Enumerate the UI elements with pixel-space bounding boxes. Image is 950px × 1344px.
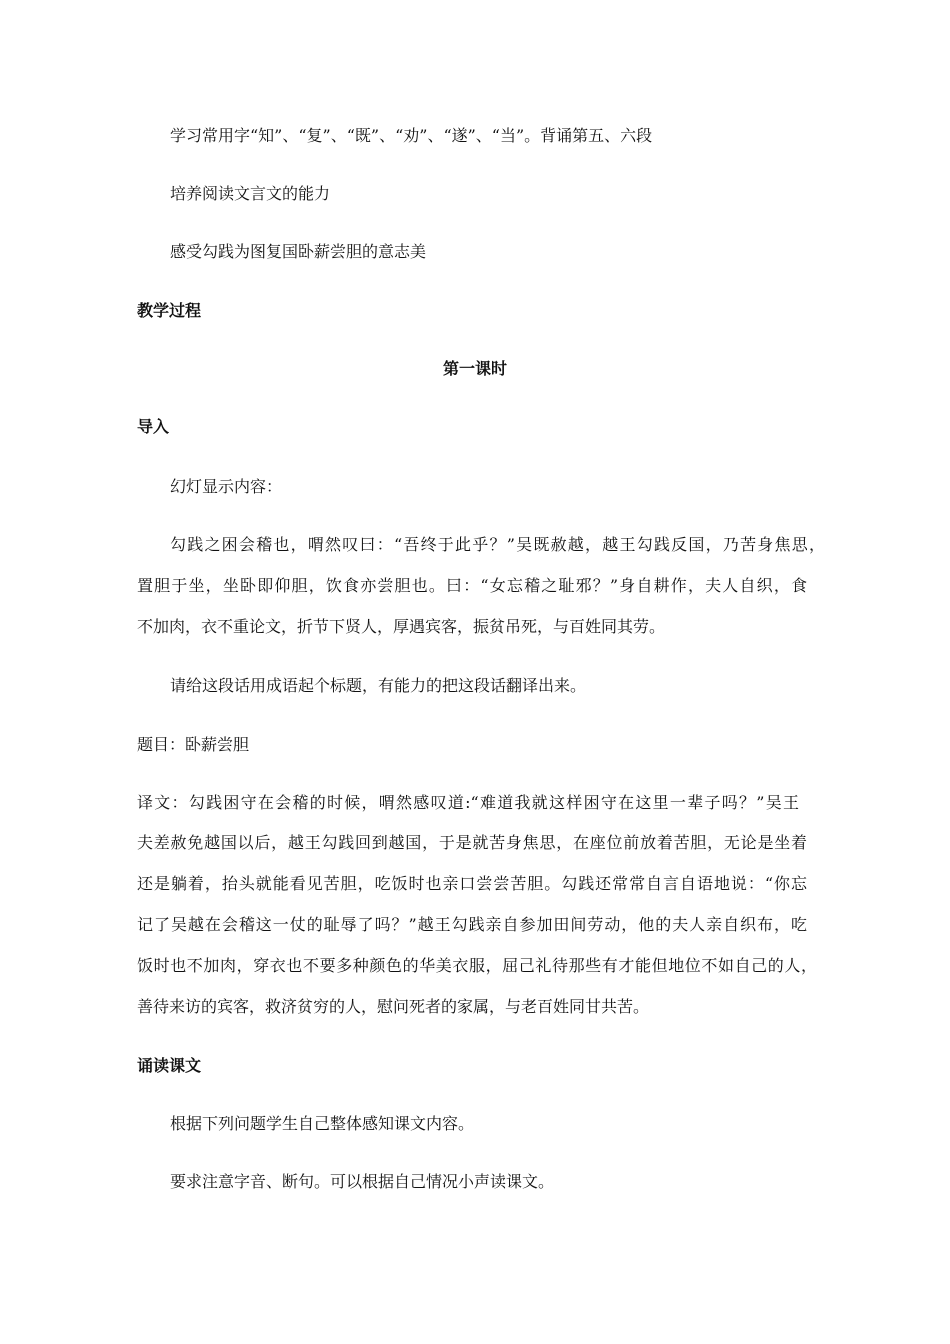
translation-line-5: 饭时也不加肉，穿衣也不要多种颜色的华美衣服，屈己礼待那些有才能但地位不如自己的人， xyxy=(137,956,817,975)
objective-3: 感受勾践为图复国卧薪尝胆的意志美 xyxy=(170,242,427,261)
translation-line-6: 善待来访的宾客，救济贫穷的人，慰问死者的家属，与老百姓同甘共苦。 xyxy=(137,997,650,1016)
passage-line-3: 不加肉，衣不重论文，折节下贤人，厚遇宾客，振贫吊死，与百姓同其劳。 xyxy=(137,617,666,636)
slide-label: 幻灯显示内容： xyxy=(170,477,283,496)
passage-line-2: 置胆于坐，坐卧即仰胆，饮食亦尝胆也。曰：“女忘稽之耻邪？”身自耕作，夫人自织，食 xyxy=(137,576,807,595)
lesson-title: 第一课时 xyxy=(442,359,507,378)
recitation-line-1: 根据下列问题学生自己整体感知课文内容。 xyxy=(170,1114,475,1133)
translation-line-3: 还是躺着，抬头就能看见苦胆，吃饭时也亲口尝尝苦胆。勾践还常常自言自语地说：“你忘 xyxy=(137,874,807,893)
task-instruction: 请给这段话用成语起个标题，有能力的把这段话翻译出来。 xyxy=(170,676,587,695)
objective-1: 学习常用字“知”、“复”、“既”、“劝”、“遂”、“当”。背诵第五、六段 xyxy=(170,126,653,145)
section-heading-intro: 导入 xyxy=(137,417,170,436)
section-heading-recitation: 诵读课文 xyxy=(137,1056,202,1075)
objective-2: 培养阅读文言文的能力 xyxy=(170,184,331,203)
translation-line-1: 译文：勾践困守在会稽的时候，喟然感叹道:“难道我就这样困守在这里一辈子吗？”吴王 xyxy=(137,793,799,812)
title-answer: 题目：卧薪尝胆 xyxy=(137,735,250,754)
translation-line-2: 夫差赦免越国以后，越王勾践回到越国，于是就苦身焦思，在座位前放着苦胆，无论是坐着 xyxy=(137,833,807,852)
passage-line-1: 勾践之困会稽也，喟然叹曰：“吾终于此乎？”吴既赦越，越王勾践反国，乃苦身焦思， xyxy=(170,535,825,554)
recitation-line-2: 要求注意字音、断句。可以根据自己情况小声读课文。 xyxy=(170,1172,555,1191)
translation-line-4: 记了吴越在会稽这一仗的耻辱了吗？”越王勾践亲自参加田间劳动，他的夫人亲自织布，吃 xyxy=(137,915,807,934)
section-heading-process: 教学过程 xyxy=(137,301,202,320)
